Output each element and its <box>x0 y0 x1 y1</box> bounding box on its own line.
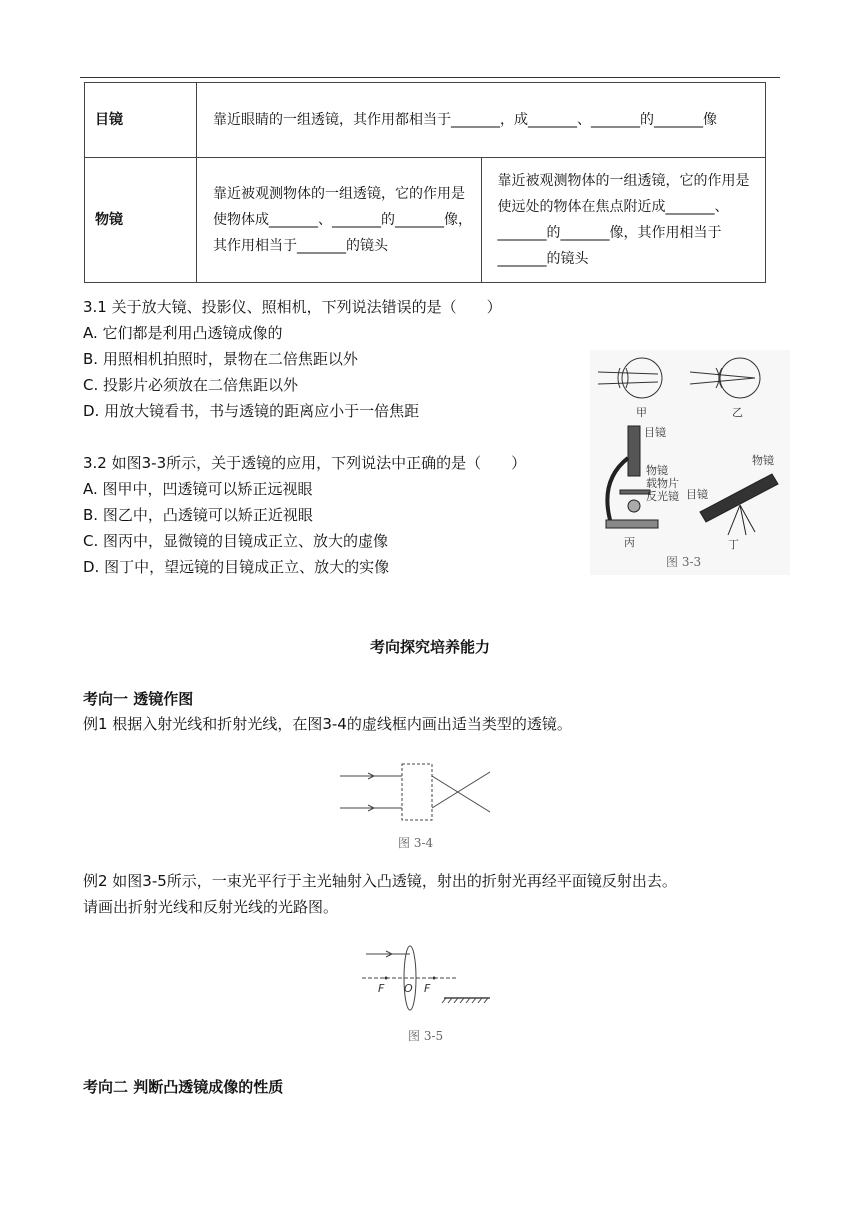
label-mirror: 反光镜 <box>646 490 679 503</box>
dashed-box <box>402 764 432 820</box>
label-eyepiece-microscope: 目镜 <box>644 426 666 439</box>
focal-point-right <box>433 977 436 980</box>
label-o: O <box>404 982 413 995</box>
example-2-line-1: 例2 如图3-5所示，一束光平行于主光轴射入凸透镜，射出的折射光再经平面镜反射出去。 <box>83 872 677 890</box>
label-eyepiece-telescope: 目镜 <box>686 488 708 501</box>
option-a: A. 图甲中，凹透镜可以矫正远视眼 <box>83 480 313 498</box>
eyepiece-description: 靠近眼睛的一组透镜，其作用都相当于_______，成_______、_______的_______像 <box>197 83 766 158</box>
figure-3-5 <box>360 942 510 1047</box>
row-header-eyepiece: 目镜 <box>85 83 197 158</box>
option-b: B. 用照相机拍照时，景物在二倍焦距以外 <box>83 350 358 368</box>
direction-one-title: 考向一 透镜作图 <box>83 690 194 708</box>
header-rule <box>80 77 780 78</box>
figure-3-3 <box>590 350 790 575</box>
option-b: B. 图乙中，凸透镜可以矫正近视眼 <box>83 506 313 524</box>
direction-two-title: 考向二 判断凸透镜成像的性质 <box>83 1078 284 1096</box>
question-stem: 3.2 如图3-3所示，关于透镜的应用，下列说法中正确的是（ ） <box>83 454 527 472</box>
table-row-eyepiece <box>85 83 766 158</box>
question-3-1 <box>83 294 502 424</box>
refracted-ray-bottom <box>432 772 490 808</box>
label-jia: 甲 <box>636 406 647 419</box>
table-row-objective <box>85 158 766 283</box>
option-c: C. 投影片必须放在二倍焦距以外 <box>83 376 299 394</box>
label-objective-telescope: 物镜 <box>752 454 774 467</box>
objective-microscope-description: 靠近被观测物体的一组透镜，它的作用是使物体成_______、_______的_______像，其作用相当于_______的镜头 <box>197 158 482 283</box>
label-f-left: F <box>378 982 385 995</box>
section-title: 考向探究培养能力 <box>369 638 490 656</box>
label-bing: 丙 <box>624 536 635 549</box>
option-c: C. 图丙中，显微镜的目镜成正立、放大的虚像 <box>83 532 389 550</box>
figure-3-4 <box>340 758 500 853</box>
option-d: D. 图丁中，望远镜的目镜成正立、放大的实像 <box>83 558 390 576</box>
label-ding: 丁 <box>728 538 739 551</box>
question-stem: 3.1 关于放大镜、投影仪、照相机，下列说法错误的是（ ） <box>83 298 502 316</box>
lens-table <box>84 82 766 283</box>
row-header-objective: 物镜 <box>85 158 197 283</box>
label-objective-microscope: 物镜 <box>646 464 668 477</box>
label-slide: 载物片 <box>646 477 679 490</box>
example-2-line-2: 请画出折射光线和反射光线的光路图。 <box>83 898 339 916</box>
label-yi: 乙 <box>732 406 743 419</box>
figure-3-3-caption: 图 3-3 <box>666 555 702 569</box>
focal-point-left <box>385 977 388 980</box>
label-f-right: F <box>424 982 431 995</box>
question-3-2 <box>83 450 526 580</box>
figure-3-4-caption: 图 3-4 <box>398 836 434 850</box>
figure-3-5-caption: 图 3-5 <box>408 1029 444 1043</box>
option-d: D. 用放大镜看书，书与透镜的距离应小于一倍焦距 <box>83 402 420 420</box>
refracted-ray-top <box>432 776 490 812</box>
objective-telescope-description: 靠近被观测物体的一组透镜，它的作用是使远处的物体在焦点附近成_______、_______的_______像，其作用相当于_______的镜头 <box>481 158 766 283</box>
example-1-text: 例1 根据入射光线和折射光线，在图3-4的虚线框内画出适当类型的透镜。 <box>83 715 572 733</box>
option-a: A. 它们都是利用凸透镜成像的 <box>83 324 283 342</box>
